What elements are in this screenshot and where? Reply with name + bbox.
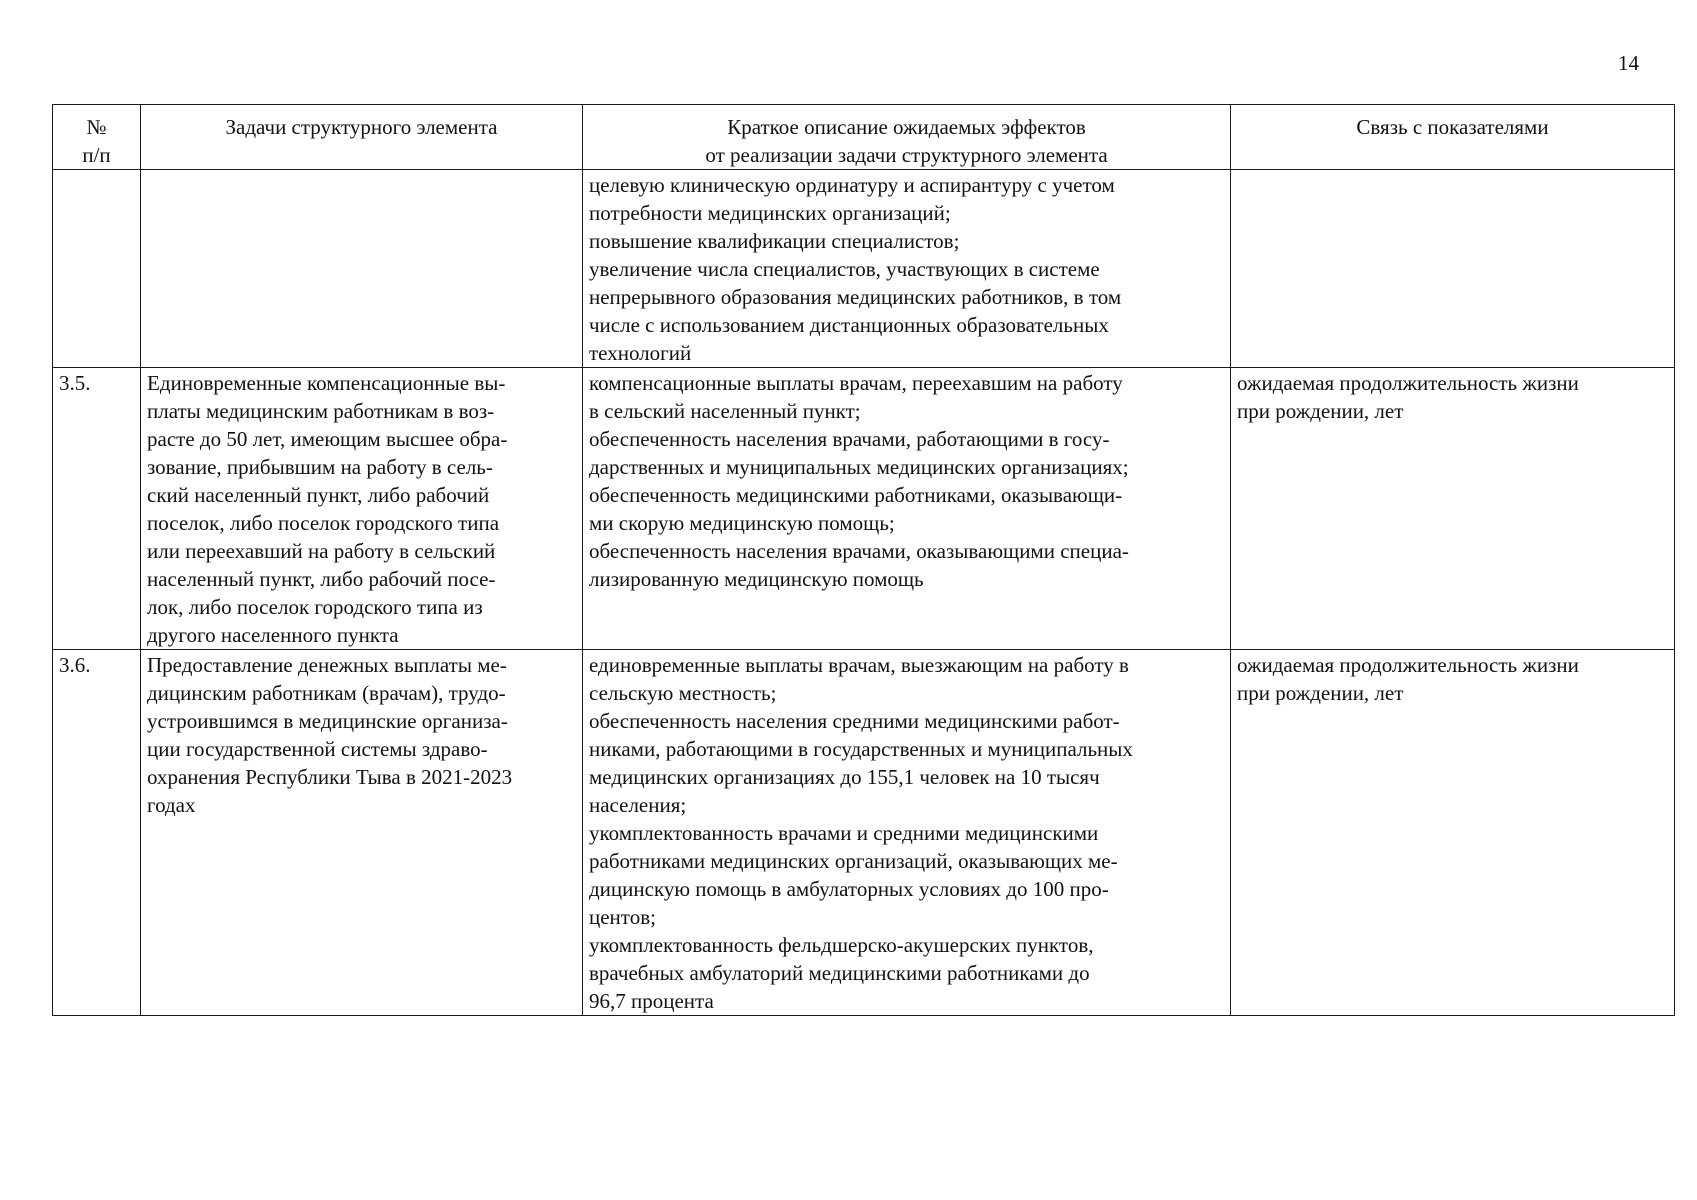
task-line: ции государственной системы здраво- <box>147 737 488 761</box>
task-line: годах <box>147 793 196 817</box>
effects-line: компенсационные выплаты врачам, переехавшим на работу <box>589 371 1123 395</box>
task-line: расте до 50 лет, имеющим высшее обра- <box>147 427 508 451</box>
effects-line: сельскую местность; <box>589 681 777 705</box>
header-effects-line: от реализации задачи структурного элемента <box>705 143 1108 167</box>
task-line: другого населенного пункта <box>147 623 399 647</box>
indicators-cell <box>1231 170 1675 368</box>
row-number-cell: 3.6. <box>53 650 141 1016</box>
task-line: населенный пункт, либо рабочий посе- <box>147 567 496 591</box>
task-line: лок, либо поселок городского типа из <box>147 595 483 619</box>
table-header-row <box>53 105 1675 170</box>
effects-line: обеспеченность населения средними медицинскими работ- <box>589 709 1120 733</box>
effects-line: укомплектованность врачами и средними медицинскими <box>589 821 1099 845</box>
effects-line: ми скорую медицинскую помощь; <box>589 511 895 535</box>
task-line: устроившимся в медицинские организа- <box>147 709 508 733</box>
task-line: охранения Республики Тыва в 2021-2023 <box>147 765 513 789</box>
header-indicators <box>1231 105 1675 170</box>
task-line: ский населенный пункт, либо рабочий <box>147 483 490 507</box>
effects-line: медицинских организациях до 155,1 человек на 10 тысяч <box>589 765 1100 789</box>
effects-line: в сельский населенный пункт; <box>589 399 861 423</box>
header-indicators-label: Связь с показателями <box>1356 115 1549 139</box>
structural-element-table <box>52 104 1675 1016</box>
row-number-cell: 3.5. <box>53 368 141 650</box>
task-cell <box>141 650 583 1016</box>
effects-line: населения; <box>589 793 687 817</box>
effects-line: врачебных амбулаторий медицинскими работниками до <box>589 961 1090 985</box>
indicators-cell <box>1231 650 1675 1016</box>
table-row <box>53 170 1675 368</box>
indicator-line: ожидаемая продолжительность жизни <box>1237 653 1579 677</box>
effects-line: укомплектованность фельдшерско-акушерских пунктов, <box>589 933 1094 957</box>
effects-cell <box>583 170 1231 368</box>
table-row <box>53 650 1675 1016</box>
header-number-line: № <box>86 115 107 139</box>
header-effects-line: Краткое описание ожидаемых эффектов <box>727 115 1086 139</box>
effects-cell <box>583 650 1231 1016</box>
header-tasks-label: Задачи структурного элемента <box>225 115 498 139</box>
effects-line: числе с использованием дистанционных образовательных <box>589 313 1109 337</box>
effects-line: увеличение числа специалистов, участвующих в системе <box>589 257 1100 281</box>
task-line: поселок, либо поселок городского типа <box>147 511 500 535</box>
effects-line: 96,7 процента <box>589 989 714 1013</box>
task-cell <box>141 170 583 368</box>
header-number <box>53 105 141 170</box>
task-line: Единовременные компенсационные вы- <box>147 371 506 395</box>
effects-line: целевую клиническую ординатуру и аспирантуру с учетом <box>589 173 1115 197</box>
effects-line: обеспеченность медицинскими работниками, оказывающи- <box>589 483 1123 507</box>
effects-line: центов; <box>589 905 656 929</box>
effects-line: дицинскую помощь в амбулаторных условиях до 100 про- <box>589 877 1109 901</box>
header-effects <box>583 105 1231 170</box>
task-line: платы медицинским работникам в воз- <box>147 399 495 423</box>
effects-line: обеспеченность населения врачами, оказывающими специа- <box>589 539 1129 563</box>
header-tasks <box>141 105 583 170</box>
effects-line: повышение квалификации специалистов; <box>589 229 960 253</box>
indicators-cell <box>1231 368 1675 650</box>
indicator-line: при рождении, лет <box>1237 399 1404 423</box>
task-cell <box>141 368 583 650</box>
page-number: 14 <box>1618 51 1639 75</box>
task-line: зование, прибывшим на работу в сель- <box>147 455 493 479</box>
effects-line: дарственных и муниципальных медицинских организациях; <box>589 455 1129 479</box>
effects-line: работниками медицинских организаций, оказывающих ме- <box>589 849 1118 873</box>
effects-line: обеспеченность населения врачами, работающими в госу- <box>589 427 1110 451</box>
effects-line: никами, работающими в государственных и муниципальных <box>589 737 1133 761</box>
indicator-line: ожидаемая продолжительность жизни <box>1237 371 1579 395</box>
effects-line: технологий <box>589 341 692 365</box>
task-line: Предоставление денежных выплаты ме- <box>147 653 507 677</box>
effects-line: непрерывного образования медицинских работников, в том <box>589 285 1122 309</box>
effects-cell <box>583 368 1231 650</box>
indicator-line: при рождении, лет <box>1237 681 1404 705</box>
effects-line: потребности медицинских организаций; <box>589 201 951 225</box>
effects-line: лизированную медицинскую помощь <box>589 567 924 591</box>
effects-line: единовременные выплаты врачам, выезжающим на работу в <box>589 653 1129 677</box>
header-number-line: п/п <box>82 143 111 167</box>
row-number-cell <box>53 170 141 368</box>
task-line: дицинским работникам (врачам), трудо- <box>147 681 506 705</box>
task-line: или переехавший на работу в сельский <box>147 539 496 563</box>
table-row <box>53 368 1675 650</box>
